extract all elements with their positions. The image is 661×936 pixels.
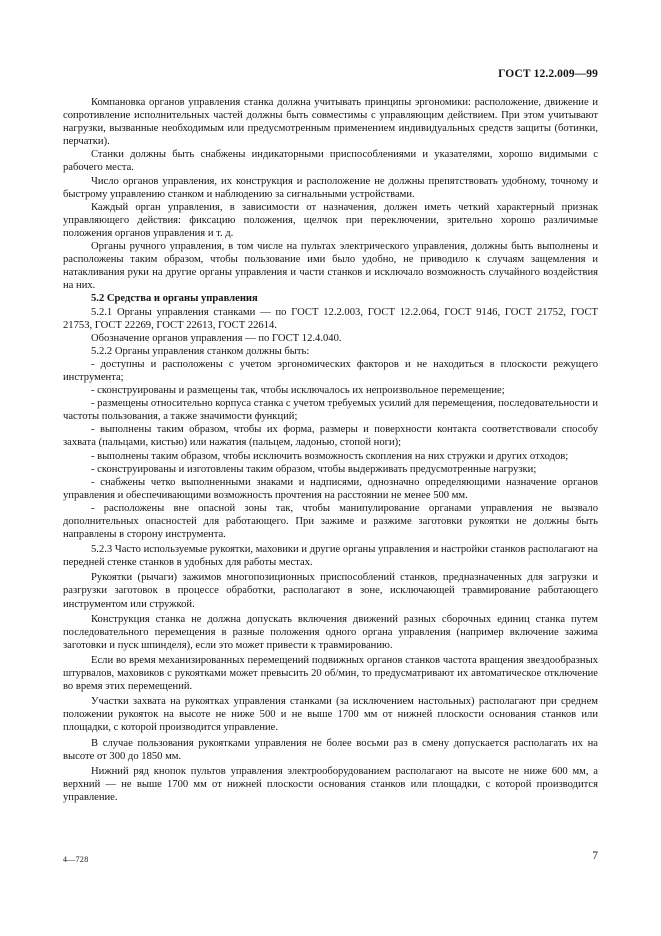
page-number: 7 (592, 850, 598, 862)
paragraph: Если во время механизированных перемещений подвижных органов станков частота вращения звездообразных штурвалов, маховиков с рукоятками может превысить 20 об/мин, то предусматривают их автоматическое отключение во время этих перемещений. (63, 654, 598, 693)
print-code: 4—728 (63, 855, 89, 864)
paragraph: Конструкция станка не должна допускать включения движений разных сборочных единиц станка путем последовательного перемещения в разные положения одного органа управления (например включение зажима заготовки и пуск шпинделя), если это может привести к травмированию. (63, 613, 598, 651)
paragraph: 5.2.3 Часто используемые рукоятки, маховики и другие органы управления и настройки станков располагают на передней стенке станков в удобных для работы местах. (63, 544, 598, 569)
document-header: ГОСТ 12.2.009—99 (498, 68, 598, 80)
paragraph: Компановка органов управления станка должна учитывать принципы эргономики: расположение, движение и сопротивление исполнительных частей должны быть совместимы с управляющим действием. При этом учитывают нагрузки, вызванные необходимым или предусмотренным применением индивидуальных средств защиты (ботинки, перчатки). (63, 97, 598, 148)
list-item: - сконструированы и размещены так, чтобы исключалось их непроизвольное перемещение; (91, 385, 505, 397)
list-item: - выполнены таким образом, чтобы их форма, размеры и поверхности контакта соответствовали способу захвата (пальцами, кистью) или нажатия (пальцем, ладонью, стопой ноги); (63, 424, 598, 449)
paragraph: Каждый орган управления, в зависимости от назначения, должен иметь четкий характерный признак управляющего действия: фиксацию положения, щелчок при переключении, зрительно хорошо различимые положения органов управления и т. д. (63, 201, 598, 239)
paragraph: Рукоятки (рычаги) зажимов многопозиционных приспособлений станков, предназначенных для загрузки и разгрузки заготовок в процессе обработки, располагают в зоне, исключающей травмирование работающего инструментом или стружкой. (63, 572, 598, 610)
document-body (63, 96, 598, 804)
paragraph: Обозначение органов управления — по ГОСТ 12.4.040. (91, 332, 342, 344)
section-heading: 5.2 Средства и органы управления (91, 293, 258, 305)
paragraph: Участки захвата на рукоятках управления станками (за исключением настольных) располагают при среднем положении рукояток на высоте не ниже 500 и не выше 1700 мм от нижней плоскости основания станков или площадки, с которой производится управление. (63, 696, 598, 734)
paragraph: 5.2.2 Органы управления станком должны быть: (91, 345, 310, 357)
list-item: - расположены вне опасной зоны так, чтобы манипулирование органами управления не вызвало дополнительных опасностей для работающего. При зажиме и разжиме заготовки рукоятки не должны быть направлены в сторону инструмента. (63, 502, 598, 541)
paragraph: Число органов управления, их конструкция и расположение не должны препятствовать удобному, точному и быстрому управлению станком и наблюдению за сигнальными устройствами. (63, 175, 598, 200)
list-item: - снабжены четко выполненными знаками и надписями, однозначно определяющими назначение органов управления и обеспечивающими возможность прочтения на расстоянии не менее 500 мм. (63, 476, 598, 501)
paragraph: Нижний ряд кнопок пультов управления электрооборудованием располагают на высоте не ниже 600 мм, а верхний — не выше 1700 мм от нижней плоскости основания станков или площадки, с которой производится управление. (63, 765, 598, 803)
paragraph: Станки должны быть снабжены индикаторными приспособлениями и указателями, хорошо видимыми с рабочего места. (63, 149, 598, 174)
paragraph: Органы ручного управления, в том числе на пультах электрического управления, должны быть выполнены и расположены таким образом, чтобы пользование ими было удобно, не приводило к случаям защемления и натакливания руки на другие органы управления и части станков и исключало возможность случайного воздействия на них. (63, 241, 598, 292)
list-item: - выполнены таким образом, чтобы исключить возможность скопления на них стружки и других отходов; (91, 450, 569, 462)
paragraph: 5.2.1 Органы управления станками — по ГОСТ 12.2.003, ГОСТ 12.2.064, ГОСТ 9146, ГОСТ 21752, ГОСТ 21753, ГОСТ 22269, ГОСТ 22613, ГОСТ 22614. (63, 306, 598, 331)
paragraph: В случае пользования рукоятками управления не более восьми раз в смену допускается располагать их на высоте от 300 до 1850 мм. (63, 737, 598, 762)
list-item: - размещены относительно корпуса станка с учетом требуемых усилий для перемещения, последовательности и частоты пользования, а также значимости функций; (63, 398, 598, 423)
list-item: - сконструированы и изготовлены таким образом, чтобы выдерживать предусмотренные нагрузки; (91, 463, 537, 475)
list-item: - доступны и расположены с учетом эргономических факторов и не находиться в плоскости режущего инструмента; (63, 358, 598, 383)
